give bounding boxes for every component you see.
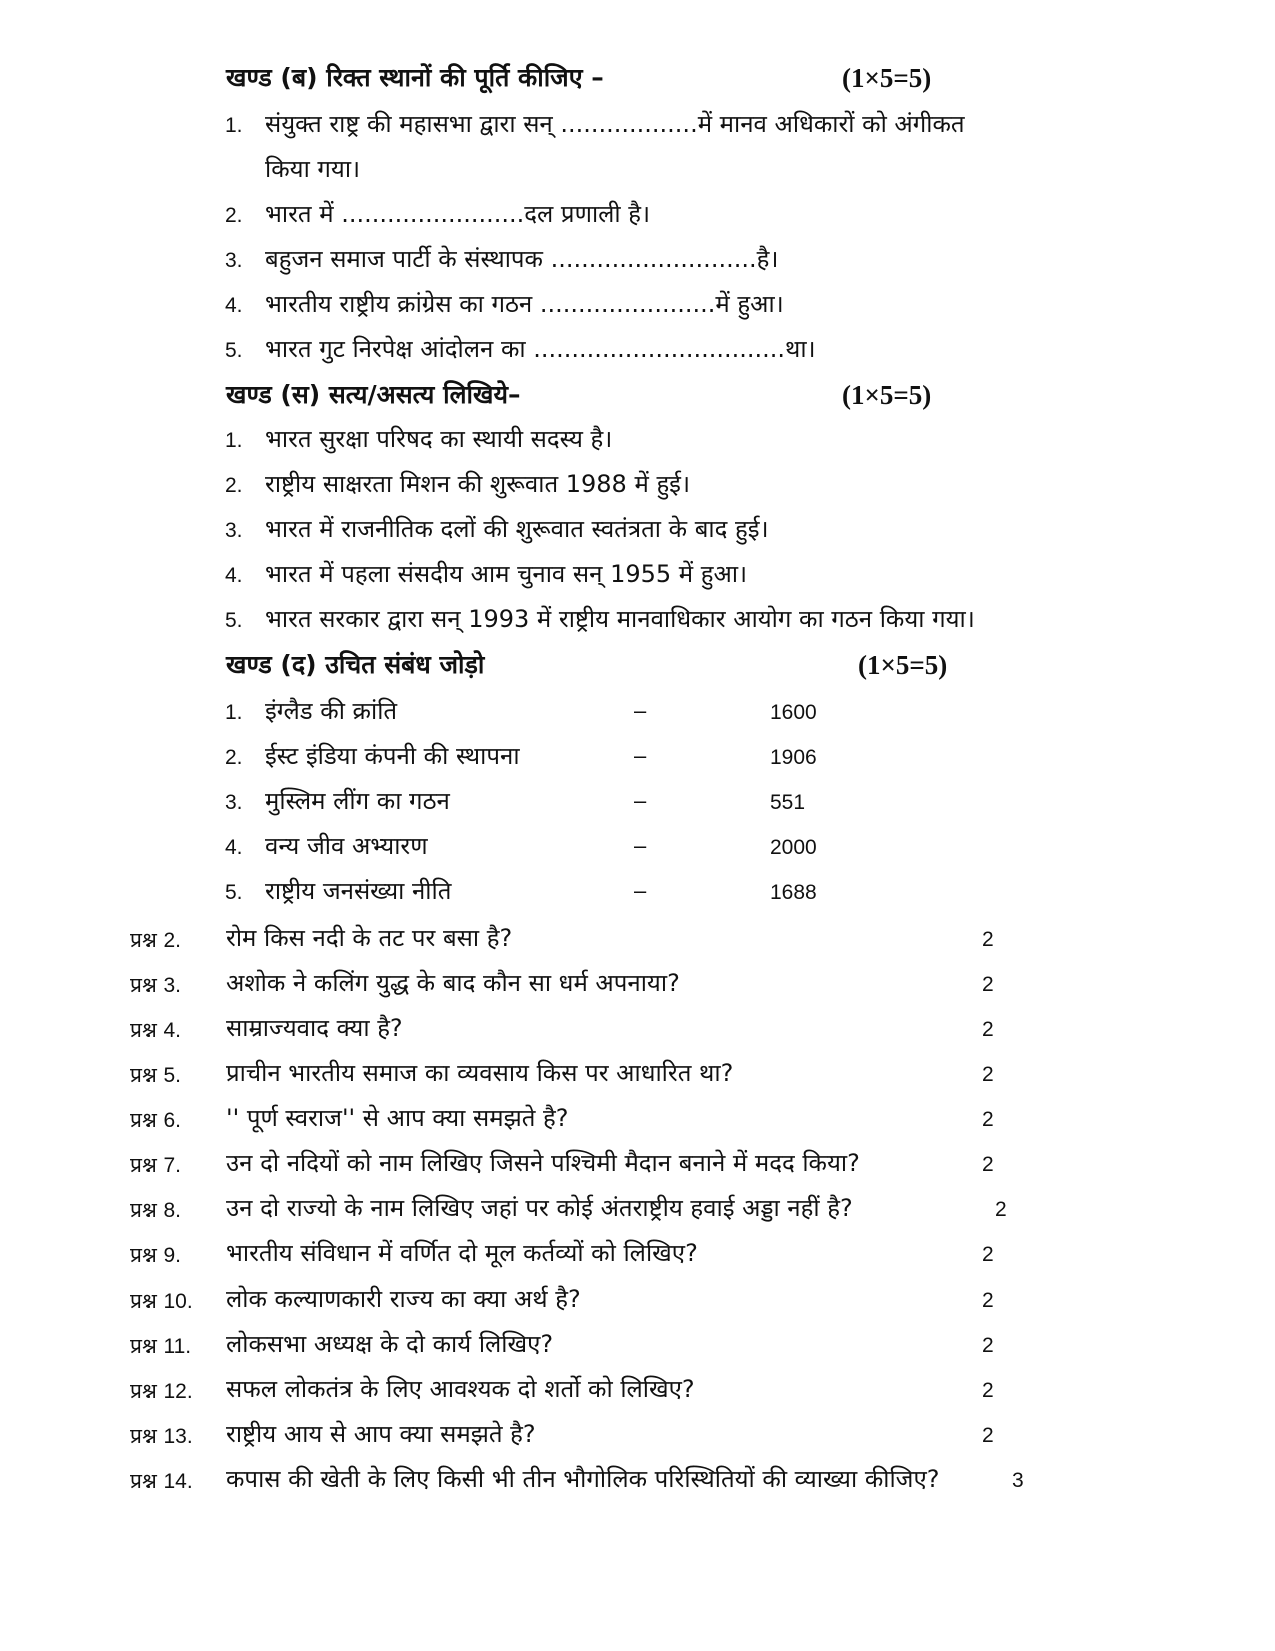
section-b-item-text: भारत में ........................दल प्रणाली है।	[265, 200, 651, 228]
section-d-marks: (1×5=5)	[858, 650, 948, 680]
match-item-text: वन्य जीव अभ्यारण	[265, 832, 428, 860]
match-item-year: 1688	[770, 881, 817, 904]
match-item-num: 4.	[225, 836, 243, 859]
section-b-item-num: 5.	[225, 339, 243, 362]
question-mark: 3	[1012, 1469, 1024, 1492]
question-text: साम्राज्यवाद क्या है?	[226, 1014, 403, 1042]
question-label: प्रश्न 11.	[130, 1334, 192, 1358]
question-mark: 2	[982, 1379, 994, 1402]
question-text: अशोक ने कलिंग युद्ध के बाद कौन सा धर्म अपनाया?	[226, 969, 680, 997]
question-text: '' पूर्ण स्वराज'' से आप क्या समझते है?	[226, 1104, 569, 1132]
match-item-year: 1600	[770, 701, 817, 724]
section-s-marks: (1×5=5)	[842, 380, 932, 410]
question-label: प्रश्न 13.	[130, 1424, 193, 1448]
section-b-item-text: बहुजन समाज पार्टी के संस्थापक ...........................है।	[265, 245, 779, 273]
section-b-item-num: 4.	[225, 294, 243, 317]
question-label: प्रश्न 14.	[130, 1469, 193, 1493]
section-s-item-num: 4.	[225, 564, 243, 587]
section-b-item-text: भारत गुट निरपेक्ष आंदोलन का .................................था।	[265, 335, 816, 363]
match-item-dash: –	[634, 833, 647, 858]
section-s-item-text: भारत सरकार द्वारा सन् 1993 में राष्ट्रीय मानवाधिकार आयोग का गठन किया गया।	[265, 605, 975, 633]
question-mark: 2	[982, 1108, 994, 1131]
section-s-item-num: 3.	[225, 519, 243, 542]
question-mark: 2	[982, 1424, 994, 1447]
section-s-item-text: भारत में पहला संसदीय आम चुनाव सन् 1955 में हुआ।	[265, 560, 748, 588]
question-text: कपास की खेती के लिए किसी भी तीन भौगोलिक परिस्थितियों की व्याख्या कीजिए?	[226, 1465, 940, 1493]
match-item-dash: –	[634, 698, 647, 723]
question-label: प्रश्न 4.	[130, 1018, 181, 1042]
question-text: प्राचीन भारतीय समाज का व्यवसाय किस पर आधारित था?	[226, 1059, 734, 1087]
section-s-item-num: 5.	[225, 609, 243, 632]
question-text: उन दो राज्यो के नाम लिखिए जहां पर कोई अंतराष्ट्रीय हवाई अड्डा नहीं है?	[226, 1194, 853, 1222]
question-label: प्रश्न 12.	[130, 1379, 193, 1403]
question-text: भारतीय संविधान में वर्णित दो मूल कर्तव्यों को लिखिए?	[226, 1239, 698, 1267]
question-mark: 2	[982, 1334, 994, 1357]
section-b-item-continuation: किया गया।	[265, 155, 361, 183]
question-mark: 2	[982, 1289, 994, 1312]
match-item-num: 3.	[225, 791, 243, 814]
question-mark: 2	[982, 1243, 994, 1266]
section-b-item-num: 1.	[225, 114, 243, 137]
question-text: लोक कल्याणकारी राज्य का क्या अर्थ है?	[226, 1285, 581, 1313]
question-label: प्रश्न 5.	[130, 1063, 181, 1087]
question-label: प्रश्न 6.	[130, 1108, 181, 1132]
section-s-item-num: 2.	[225, 474, 243, 497]
match-item-num: 1.	[225, 701, 243, 724]
question-text: उन दो नदियों को नाम लिखिए जिसने पश्चिमी मैदान बनाने में मदद किया?	[226, 1149, 860, 1177]
question-mark: 2	[995, 1198, 1007, 1221]
match-item-text: ईस्ट इंडिया कंपनी की स्थापना	[265, 742, 520, 770]
match-item-dash: –	[634, 788, 647, 813]
section-d-heading: खण्ड (द) उचित संबंध जोड़ो	[226, 650, 485, 679]
section-s-heading: खण्ड (स) सत्य/असत्य लिखिये–	[226, 380, 521, 409]
match-item-num: 5.	[225, 881, 243, 904]
section-b-item-text: संयुक्त राष्ट्र की महासभा द्वारा सन् ..................में मानव अधिकारों को अंगीकत	[265, 110, 965, 138]
section-s-item-text: भारत में राजनीतिक दलों की शुरूवात स्वतंत्रता के बाद हुई।	[265, 515, 769, 543]
section-b-heading: खण्ड (ब) रिक्त स्थानों की पूर्ति कीजिए –	[226, 63, 604, 92]
question-label: प्रश्न 2.	[130, 928, 181, 952]
match-item-text: मुस्लिम लींग का गठन	[265, 787, 450, 815]
question-label: प्रश्न 10.	[130, 1289, 193, 1313]
question-mark: 2	[982, 973, 994, 996]
match-item-text: इंग्लैड की क्रांति	[265, 697, 398, 725]
question-text: सफल लोकतंत्र के लिए आवश्यक दो शर्तो को लिखिए?	[226, 1375, 695, 1403]
section-s-item-text: राष्ट्रीय साक्षरता मिशन की शुरूवात 1988 में हुई।	[265, 470, 691, 498]
question-mark: 2	[982, 1018, 994, 1041]
section-b-item-num: 2.	[225, 204, 243, 227]
match-item-year: 2000	[770, 836, 817, 859]
section-b-item-num: 3.	[225, 249, 243, 272]
question-text: रोम किस नदी के तट पर बसा है?	[226, 924, 513, 952]
question-text: लोकसभा अध्यक्ष के दो कार्य लिखिए?	[226, 1330, 554, 1358]
section-s-item-text: भारत सुरक्षा परिषद का स्थायी सदस्य है।	[265, 425, 613, 453]
match-item-year: 1906	[770, 746, 817, 769]
question-label: प्रश्न 8.	[130, 1198, 181, 1222]
section-s-item-num: 1.	[225, 429, 243, 452]
question-mark: 2	[982, 928, 994, 951]
match-item-num: 2.	[225, 746, 243, 769]
match-item-year: 551	[770, 791, 806, 814]
question-label: प्रश्न 7.	[130, 1153, 181, 1177]
match-item-text: राष्ट्रीय जनसंख्या नीति	[265, 877, 452, 905]
match-item-dash: –	[634, 743, 647, 768]
section-b-marks: (1×5=5)	[842, 63, 932, 93]
question-mark: 2	[982, 1153, 994, 1176]
question-mark: 2	[982, 1063, 994, 1086]
question-text: राष्ट्रीय आय से आप क्या समझते है?	[226, 1420, 536, 1448]
section-b-item-text: भारतीय राष्ट्रीय क्रांग्रेस का गठन .......................में हुआ।	[265, 290, 784, 318]
match-item-dash: –	[634, 878, 647, 903]
question-label: प्रश्न 9.	[130, 1243, 181, 1267]
question-label: प्रश्न 3.	[130, 973, 181, 997]
